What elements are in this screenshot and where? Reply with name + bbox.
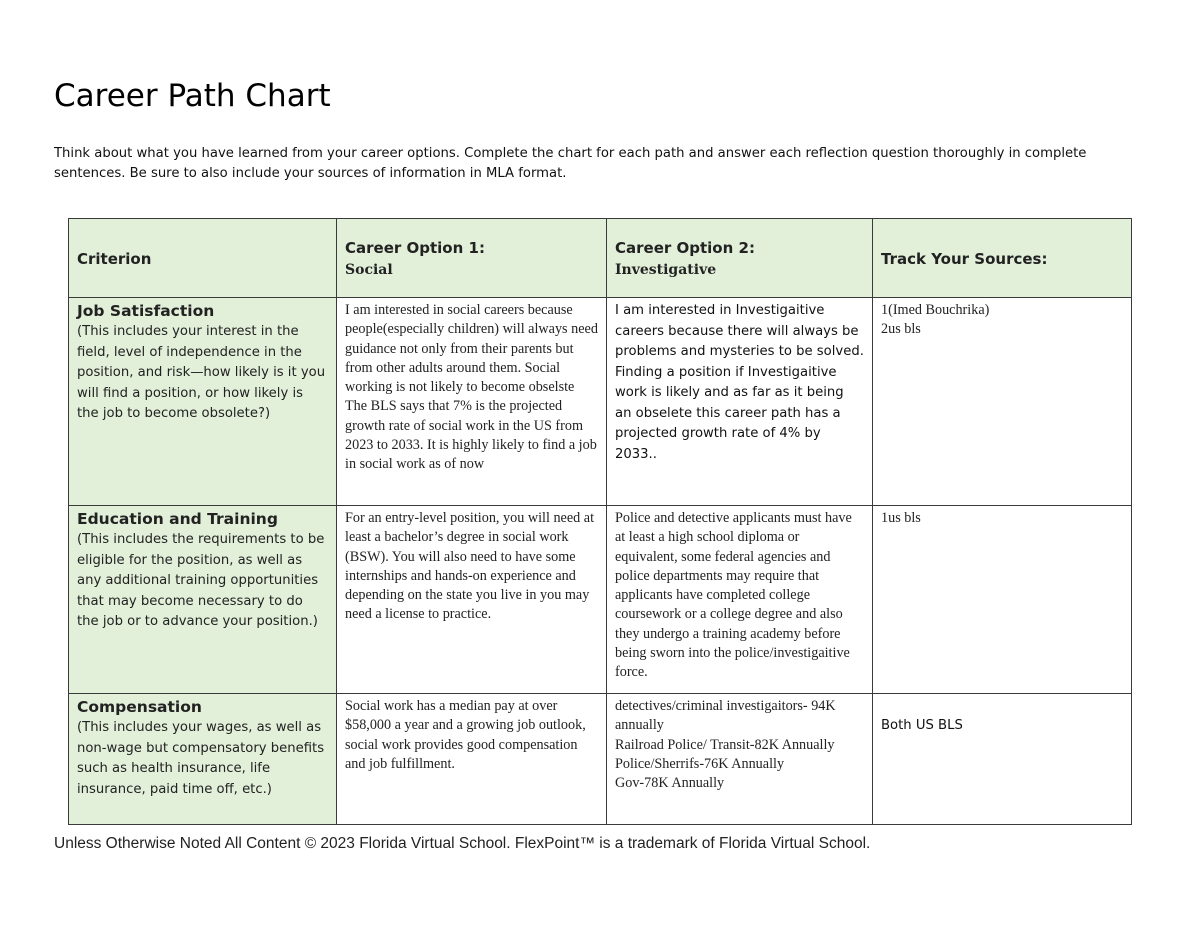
header-career-option-1 bbox=[337, 219, 607, 298]
header-option2-value: Investigative bbox=[615, 262, 717, 278]
header-track-sources: Track Your Sources: bbox=[873, 219, 1132, 298]
option1-cell: For an entry-level position, you will need at least a bachelor’s degree in social work (BSW). You will also need to have some internships and hands-on experience and depending on the state you live in you may need a license to practice. bbox=[337, 506, 607, 694]
criterion-cell bbox=[69, 506, 337, 694]
criterion-cell bbox=[69, 694, 337, 825]
instructions: Think about what you have learned from your career options. Complete the chart for each path and answer each reflection question thoroughly in complete sentences. Be sure to also include your sources of information in MLA format. bbox=[54, 146, 1087, 181]
career-path-table bbox=[68, 218, 1132, 825]
option2-cell: I am interested in Investigaitive careers because there will always be problems and mysteries to be solved. Finding a position if Investigaitive work is likely and as far as it being an obselete this career path has a projected growth rate of 4% by 2033.. bbox=[607, 298, 873, 506]
option2-cell: Police and detective applicants must have at least a high school diploma or equivalent, some federal agencies and police departments may require that applicants have completed college coursework or a college degree and also they undergo a training academy before being sworn into the police/investigaitive force. bbox=[607, 506, 873, 694]
criterion-description: (This includes your wages, as well as non-wage but compensatory benefits such as health insurance, life insurance, paid time off, etc.) bbox=[77, 720, 325, 797]
criterion-cell bbox=[69, 298, 337, 506]
header-option1-label: Career Option 1: bbox=[345, 239, 485, 257]
sources-cell: 1us bls bbox=[873, 506, 1132, 694]
table-row-education-training bbox=[69, 506, 1132, 694]
option1-cell: Social work has a median pay at over $58,000 a year and a growing job outlook, social work provides good compensation and job fulfillment. bbox=[337, 694, 607, 825]
copyright-footer: Unless Otherwise Noted All Content © 2023 Florida Virtual School. FlexPoint™ is a trademark of Florida Virtual School. bbox=[54, 835, 871, 852]
header-career-option-2 bbox=[607, 219, 873, 298]
table-row-job-satisfaction bbox=[69, 298, 1132, 506]
header-criterion: Criterion bbox=[69, 219, 337, 298]
criterion-title: Job Satisfaction bbox=[77, 302, 215, 320]
criterion-description: (This includes your interest in the field, level of independence in the position, and risk—how likely is it you will find a position, or how likely is the job to become obsolete?) bbox=[77, 324, 326, 421]
header-option1-value: Social bbox=[345, 262, 393, 278]
header-option2-label: Career Option 2: bbox=[615, 239, 755, 257]
option1-cell: I am interested in social careers because people(especially children) will always need guidance not only from their parents but from other adults around them. Social working is not likely to become obselste The BLS says that 7% is the projected growth rate of social work in the US from 2023 to 2033. It is highly likely to find a job in social work as of now bbox=[337, 298, 607, 506]
criterion-title: Compensation bbox=[77, 698, 202, 716]
criterion-title: Education and Training bbox=[77, 510, 278, 528]
table-header-row bbox=[69, 219, 1132, 298]
table-row-compensation bbox=[69, 694, 1132, 825]
page-title: Career Path Chart bbox=[54, 78, 331, 114]
criterion-description: (This includes the requirements to be eligible for the position, as well as any additional training opportunities that may become necessary to do the job or to advance your position.) bbox=[77, 532, 325, 629]
sources-cell: 1(Imed Bouchrika) 2us bls bbox=[873, 298, 1132, 506]
option2-cell: detectives/criminal investigaitors- 94K annually Railroad Police/ Transit-82K Annually Police/Sherrifs-76K Annually Gov-78K Annually bbox=[607, 694, 873, 825]
sources-cell: Both US BLS bbox=[873, 694, 1132, 825]
